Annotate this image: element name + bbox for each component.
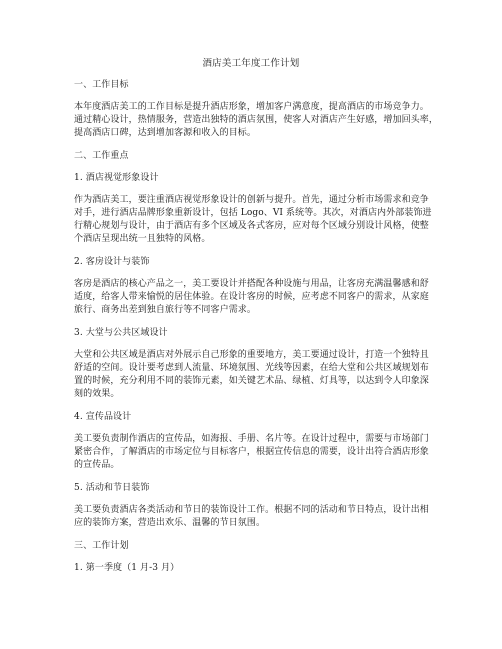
paragraph-line: 客房是酒店的核心产品之一，美工要设计并搭配各种设施与用品，让客房充满温馨感和舒 <box>74 279 429 289</box>
paragraph-line: 舒适的空间。设计要考虑到人流量、环境氛围、光线等因素，在给大堂和公共区域规划布 <box>74 363 429 373</box>
paragraph-line: 应的装饰方案，营造出欢乐、温馨的节日氛围。 <box>74 518 266 528</box>
paragraph-line: 行精心规划与设计，由于酒店有多个区域及各式客房，应对每个区域分别设计风格，使整 <box>74 221 429 231</box>
paragraph-line: 的宣传品。 <box>74 460 120 470</box>
subheading-lobby: 3. 大堂与公共区域设计 <box>74 328 168 338</box>
paragraph-line: 对手，进行酒店品牌形象重新设计，包括 Logo、VI 系统等。其次，对酒店内外部装饰进 <box>74 208 432 218</box>
section-heading-goals: 一、工作目标 <box>74 80 129 90</box>
subheading-promotional: 4. 宣传品设计 <box>74 412 132 422</box>
subheading-q1: 1. 第一季度（1 月-3 月） <box>74 563 180 573</box>
document-title: 酒店美工年度工作计划 <box>202 58 300 69</box>
paragraph-line: 旅行、商务出差到独自旅行等不同客户需求。 <box>74 305 257 315</box>
subheading-visual-identity: 1. 酒店视觉形象设计 <box>74 173 159 183</box>
subheading-events: 5. 活动和节日装饰 <box>74 483 150 493</box>
paragraph-line: 刻的效果。 <box>74 389 120 399</box>
paragraph-line: 作为酒店美工，要注重酒店视觉形象设计的创新与提升。首先，通过分析市场需求和竞争 <box>74 195 429 205</box>
paragraph-line: 通过精心设计，热情服务，营造出独特的酒店氛围，使客人对酒店产生好感，增加回头率， <box>74 115 439 125</box>
paragraph-line: 提高酒店口碑，达到增加客源和收入的目标。 <box>74 128 257 138</box>
paragraph-line: 美工要负责制作酒店的宣传品，如海报、手册、名片等。在设计过程中，需要与市场部门 <box>74 434 429 444</box>
paragraph-line: 美工要负责酒店各类活动和节日的装饰设计工作。根据不同的活动和节日特点，设计出相 <box>74 505 429 515</box>
subheading-guest-rooms: 2. 客房设计与装饰 <box>74 257 150 267</box>
section-heading-plan: 三、工作计划 <box>74 541 129 551</box>
paragraph-line: 大堂和公共区域是酒店对外展示自己形象的重要地方，美工要通过设计，打造一个独特且 <box>74 350 429 360</box>
paragraph-line: 适度，给客人带来愉悦的居住体验。在设计客房的时候，应考虑不同客户的需求，从家庭 <box>74 292 429 302</box>
paragraph-line: 个酒店呈现出统一且独特的风格。 <box>74 234 211 244</box>
section-heading-focus: 二、工作重点 <box>74 151 129 161</box>
paragraph-line: 本年度酒店美工的工作目标是提升酒店形象，增加客户满意度，提高酒店的市场竞争力。 <box>74 102 429 112</box>
paragraph-line: 置的时候，充分利用不同的装饰元素，如关键艺术品、绿植、灯具等，以达到令人印象深 <box>74 376 429 386</box>
paragraph-line: 紧密合作，了解酒店的市场定位与目标客户，根据宣传信息的需要，设计出符合酒店形象 <box>74 447 429 457</box>
